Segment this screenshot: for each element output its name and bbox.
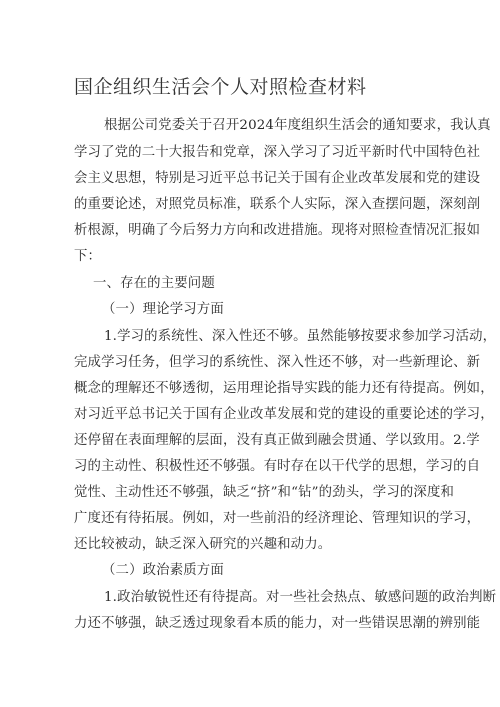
paragraph-line: 析根源，明确了今后努力方向和改进措施。现将对照检查情况汇报如 [74, 223, 481, 238]
paragraph-line: 概念的理解还不够透彻，运用理论指导实践的能力还有待提高。例如， [74, 381, 494, 396]
paragraph-line: 觉性、主动性还不够强，缺乏“挤”和“钻”的劲头，学习的深度和 [74, 485, 455, 500]
paragraph-line: 力还不够强，缺乏透过现象看本质的能力，对一些错误思潮的辨别能 [74, 616, 481, 631]
paragraph-line: 还比较被动，缺乏深入研究的兴趣和动力。 [74, 537, 332, 552]
section-heading: 一、存在的主要问题 [93, 276, 215, 291]
subsection-heading: （二）政治素质方面 [102, 563, 224, 578]
paragraph-line: 1.学习的系统性、深入性还不够。虽然能够按要求参加学习活动， [104, 329, 497, 344]
paragraph-line: 还停留在表面理解的层面，没有真正做到融会贯通、学以致用。2.学 [74, 433, 480, 448]
paragraph-line: 会主义思想，特别是习近平总书记关于国有企业改革发展和党的建设 [74, 171, 481, 186]
paragraph-line: 广度还有待拓展。例如，对一些前沿的经济理论、管理知识的学习， [74, 511, 481, 526]
subsection-heading: （一）理论学习方面 [102, 302, 224, 317]
paragraph-line: 对习近平总书记关于国有企业改革发展和党的建设的重要论述的学习， [74, 407, 494, 422]
paragraph-line: 1.政治敏锐性还有待提高。对一些社会热点、敏感问题的政治判断 [104, 590, 497, 605]
paragraph-line: 习的主动性、积极性还不够强。有时存在以干代学的思想，学习的自 [74, 459, 481, 474]
paragraph-line: 完成学习任务，但学习的系统性、深入性还不够，对一些新理论、新 [74, 355, 481, 370]
paragraph-line: 的重要论述，对照党员标准，联系个人实际，深入查摆问题，深刻剖 [74, 197, 481, 212]
paragraph-line: 下： [74, 249, 102, 264]
paragraph-line: 学习了党的二十大报告和党章，深入学习了习近平新时代中国特色社 [74, 145, 481, 160]
document-title: 国企组织生活会个人对照检查材料 [74, 76, 367, 98]
paragraph-line: 根据公司党委关于召开2024年度组织生活会的通知要求，我认真 [104, 118, 491, 133]
